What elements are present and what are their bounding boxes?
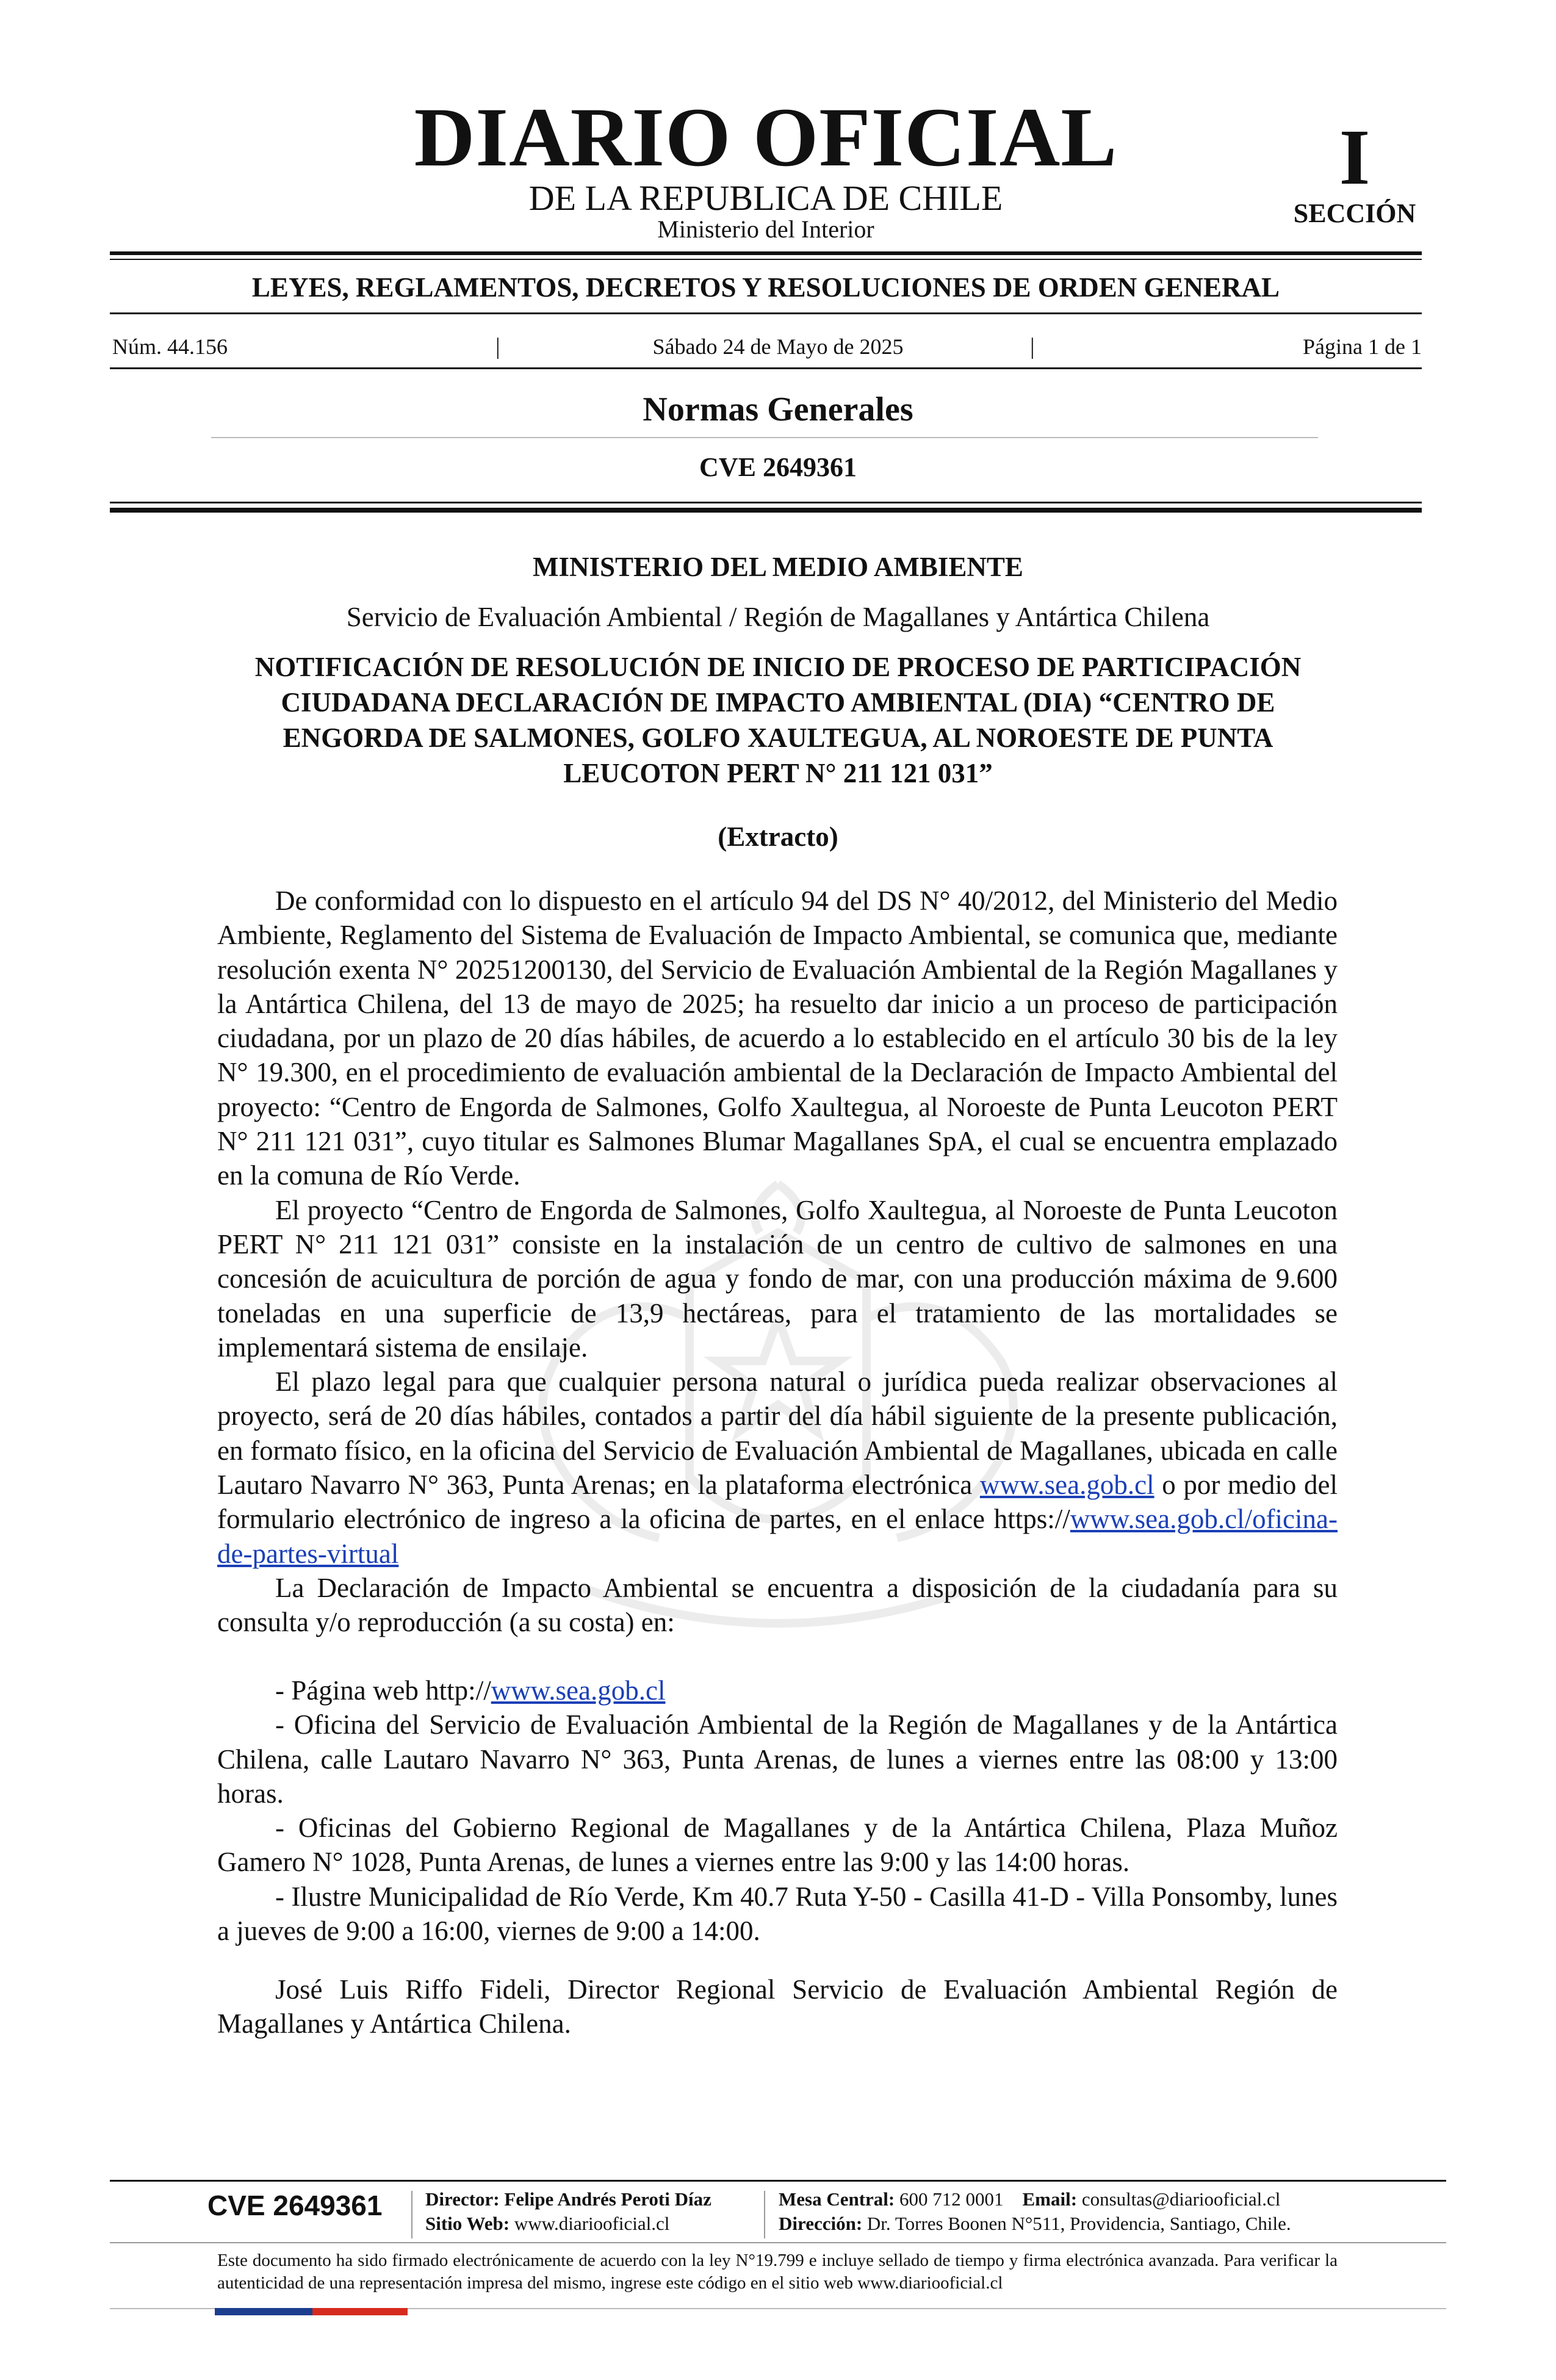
- list-item-regional-government: - Oficinas del Gobierno Regional de Magallanes y de la Antártica Chilena, Plaza Muñoz Gamero N° 1028, Punta Arenas, de lunes a viernes entre las 9:00 y las 14:00 horas.: [217, 1812, 1338, 1878]
- footer-contact-block: [779, 2187, 1291, 2236]
- signature-block: [217, 1972, 1338, 2041]
- category-rule: [211, 437, 1318, 438]
- paragraph-3: [217, 1365, 1338, 1571]
- category-title: Normas Generales: [643, 391, 913, 428]
- document-body: [217, 884, 1338, 1640]
- list-item-sea-office: - Oficina del Servicio de Evaluación Ambiental de la Región de Magallanes y de la Antártica Chilena, calle Lautaro Navarro N° 363, Punta Arenas, de lunes a viernes entre las 08:00 y 13:00 horas.: [217, 1709, 1338, 1809]
- footer-rule-top: [110, 2180, 1446, 2182]
- footer-director: [425, 2187, 711, 2212]
- sea-website-link[interactable]: www.sea.gob.cl: [979, 1469, 1154, 1501]
- footer-address-value: Dr. Torres Boonen N°511, Providencia, Santiago, Chile.: [866, 2213, 1291, 2234]
- footer-director-value: Felipe Andrés Peroti Díaz: [504, 2188, 711, 2210]
- flag-stripe-blue: [215, 2308, 312, 2315]
- footer-central-label: Mesa Central:: [779, 2188, 895, 2210]
- footer-email-value[interactable]: consultas@diariooficial.cl: [1081, 2188, 1281, 2210]
- footer-rule-mid: [110, 2242, 1446, 2243]
- service-line: Servicio de Evaluación Ambiental / Región de Magallanes y Antártica Chilena: [346, 602, 1210, 632]
- section-banner: LEYES, REGLAMENTOS, DECRETOS Y RESOLUCIONES DE ORDEN GENERAL: [251, 272, 1280, 303]
- info-separator-1: |: [495, 334, 500, 359]
- flag-stripe-red: [312, 2308, 408, 2315]
- notification-title: NOTIFICACIÓN DE RESOLUCIÓN DE INICIO DE PROCESO DE PARTICIPACIÓN CIUDADANA DECLARACIÓN DE IMPACTO AMBIENTAL (DIA) “CENTRO DE ENGORDA DE SALMONES, GOLFO XAULTEGUA, AL NOROESTE DE PUNTA LEUCOTON PERT N° 211 121 031”: [254, 652, 1302, 788]
- footer-central: [779, 2187, 1291, 2212]
- footer-director-block: [425, 2187, 711, 2236]
- info-separator-2: |: [1030, 334, 1035, 359]
- list-item-web: [217, 1673, 1338, 1707]
- cve-rule-thick: [110, 508, 1422, 513]
- list-item-web-prefix: - Página web http://: [275, 1675, 491, 1706]
- masthead-rule-top-thin: [110, 259, 1422, 260]
- page-indicator: Página 1 de 1: [1303, 334, 1422, 359]
- footer-separator-2: [764, 2191, 765, 2238]
- paragraph-3-text-b: o por medio del formulario electrónico de ingreso a la oficina de partes, en el enlace https://: [217, 1469, 1338, 1535]
- masthead-rule-top: [110, 251, 1422, 255]
- paragraph-2: El proyecto “Centro de Engorda de Salmones, Golfo Xaultegua, al Noroeste de Punta Leucoton PERT N° 211 121 031” consiste en la instalación de un centro de cultivo de salmones en una concesión de acuicultura de porción de agua y fondo de mar, con una producción máxima de 9.600 toneladas en una superficie de 13,9 hectáreas, para el tratamiento de las mortalidades se implementará sistema de ensilaje.: [217, 1194, 1338, 1363]
- extract-label: (Extracto): [718, 821, 838, 852]
- issue-date: Sábado 24 de Mayo de 2025: [652, 334, 904, 359]
- masthead-title: DIARIO OFICIAL: [414, 90, 1118, 184]
- footer-director-label: Director:: [425, 2188, 500, 2210]
- paragraph-3-text-a: El plazo legal para que cualquier persona natural o jurídica pueda realizar observaciones al proyecto, será de 20 días hábiles, contados a partir del día hábil siguiente de la presente publicación, en formato físico, en la oficina del Servicio de Evaluación Ambiental de Magallanes, ubicada en calle Lautaro Navarro N° 363, Punta Arenas; en la plataforma electrónica: [217, 1366, 1338, 1501]
- masthead-subtitle: DE LA REPUBLICA DE CHILE: [528, 178, 1003, 218]
- list-web-link[interactable]: www.sea.gob.cl: [491, 1675, 666, 1706]
- paragraph-4: La Declaración de Impacto Ambiental se encuentra a disposición de la ciudadanía para su consulta y/o reproducción (a su costa) en:: [217, 1572, 1338, 1638]
- ministry-heading: MINISTERIO DEL MEDIO AMBIENTE: [533, 552, 1023, 582]
- footer-central-value: 600 712 0001: [899, 2188, 1004, 2210]
- masthead-ministry: Ministerio del Interior: [657, 215, 874, 243]
- cve-rule-thin: [110, 502, 1422, 503]
- footer-address-label: Dirección:: [779, 2213, 863, 2234]
- list-item-municipality: - Ilustre Municipalidad de Río Verde, Km 40.7 Ruta Y-50 - Casilla 41-D - Villa Ponsomby, lunes a jueves de 9:00 a 16:00, viernes de 9:00 a 14:00.: [217, 1881, 1338, 1947]
- banner-rule-bottom: [110, 312, 1422, 314]
- signature: José Luis Riffo Fideli, Director Regional Servicio de Evaluación Ambiental Región de Magallanes y Antártica Chilena.: [217, 1974, 1338, 2039]
- footer-cve: CVE 2649361: [207, 2190, 383, 2221]
- info-rule-bottom: [110, 367, 1422, 369]
- footer-email-label: Email:: [1022, 2188, 1078, 2210]
- footer-site-label: Sitio Web:: [425, 2213, 510, 2234]
- section-label: SECCIÓN: [1293, 198, 1416, 228]
- footer-site-value[interactable]: www.diariooficial.cl: [514, 2213, 670, 2234]
- footer-address: [779, 2212, 1291, 2236]
- section-number: I: [1339, 114, 1371, 201]
- virtual-office-link[interactable]: www.sea.gob.cl/oficina-de-partes-virtual: [217, 1504, 1338, 1569]
- availability-list: [217, 1673, 1338, 1948]
- footer-separator-1: [411, 2191, 412, 2238]
- footer-legal-note: Este documento ha sido firmado electrónicamente de acuerdo con la ley N°19.799 e incluye sellado de tiempo y firma electrónica avanzada. Para verificar la autenticidad de una representación impresa del mismo, ingrese este código en el sitio web www.diariooficial.cl: [217, 2251, 1338, 2293]
- issue-number: Núm. 44.156: [112, 334, 228, 359]
- cve-code: CVE 2649361: [699, 452, 857, 482]
- paragraph-1: De conformidad con lo dispuesto en el artículo 94 del DS N° 40/2012, del Ministerio del Medio Ambiente, Reglamento del Sistema de Evaluación de Impacto Ambiental, se comunica que, mediante resolución exenta N° 20251200130, del Servicio de Evaluación Ambiental de la Región Magallanes y la Antártica Chilena, del 13 de mayo de 2025; ha resuelto dar inicio a un proceso de participación ciudadana, por un plazo de 20 días hábiles, de acuerdo a lo establecido en el artículo 30 bis de la ley N° 19.300, en el procedimiento de evaluación ambiental de la Declaración de Impacto Ambiental del proyecto: “Centro de Engorda de Salmones, Golfo Xaultegua, al Noroeste de Punta Leucoton PERT N° 211 121 031”, cuyo titular es Salmones Blumar Magallanes SpA, el cual se encuentra emplazado en la comuna de Río Verde.: [217, 885, 1338, 1191]
- footer-site: [425, 2212, 711, 2236]
